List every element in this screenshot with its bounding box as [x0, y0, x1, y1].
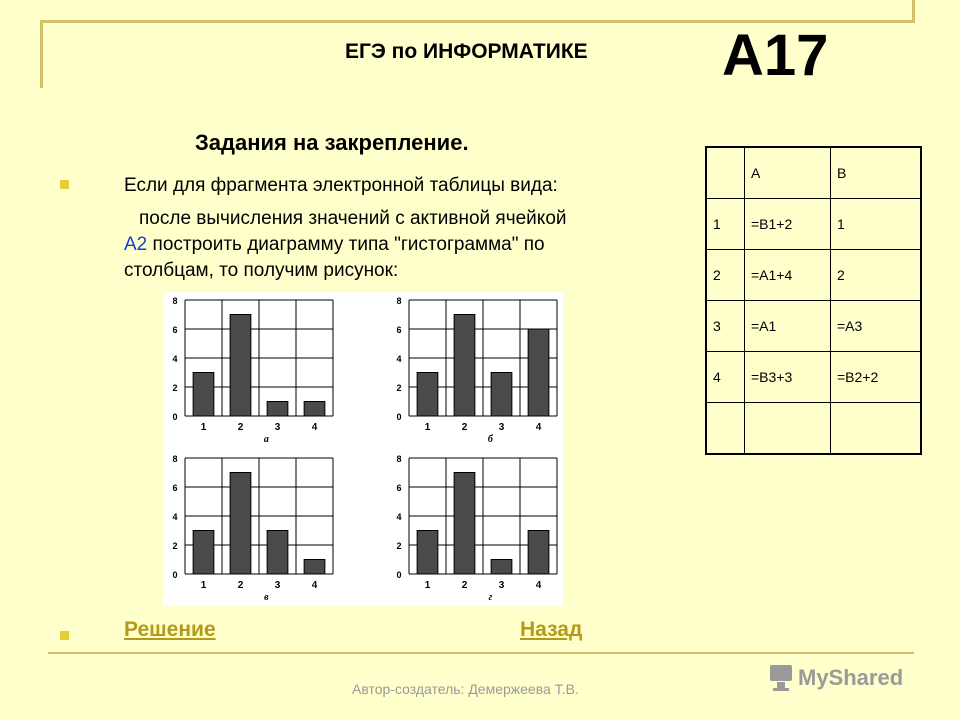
table-row-empty	[706, 402, 921, 454]
y-tick-label: 2	[396, 383, 402, 393]
subtitle: Задания на закрепление.	[195, 130, 469, 155]
table-cell: =B3+3	[745, 351, 831, 402]
bar-1-3	[267, 402, 288, 417]
bar-4-1	[417, 531, 438, 575]
x-tick-label: 4	[311, 580, 318, 591]
y-tick-label: 2	[172, 541, 178, 551]
right-rule	[912, 0, 915, 22]
header-title: ЕГЭ по ИНФОРМАТИКЕ	[345, 40, 588, 63]
x-tick-label: 2	[461, 580, 468, 591]
table-cell: 3	[706, 300, 745, 351]
body-line-2: после вычисления значений с активной ячейкой	[139, 208, 567, 229]
y-tick-label: 6	[396, 483, 402, 493]
bar-2-2	[454, 315, 475, 417]
x-tick-label: 4	[535, 580, 542, 591]
y-tick-label: 4	[172, 354, 178, 364]
y-tick-label: 2	[172, 383, 178, 393]
table-row	[706, 198, 921, 249]
y-tick-label: 4	[396, 354, 402, 364]
y-tick-label: 4	[172, 512, 178, 522]
table-row	[706, 249, 921, 300]
table-header-cell: A	[745, 147, 831, 198]
bar-1-2	[230, 315, 251, 417]
x-tick-label: 3	[498, 580, 505, 591]
x-tick-label: 1	[200, 422, 207, 433]
bar-1-1	[193, 373, 214, 417]
logo-icon	[770, 665, 792, 681]
footer-author: Автор-создатель: Демержеева Т.В.	[352, 681, 579, 697]
myshared-logo	[768, 657, 928, 697]
x-tick-label: 4	[535, 422, 542, 433]
task-number: А17	[722, 23, 829, 88]
bar-1-4	[304, 402, 325, 417]
table-cell: =A1+4	[745, 249, 831, 300]
y-tick-label: 6	[172, 325, 178, 335]
y-tick-label: 6	[172, 483, 178, 493]
x-tick-label: 1	[200, 580, 207, 591]
y-tick-label: 8	[172, 296, 178, 306]
chart-label: а	[263, 434, 269, 445]
x-tick-label: 2	[237, 422, 244, 433]
body-line-1: Если для фрагмента электронной таблицы вида:	[124, 175, 558, 196]
table-header-row	[706, 147, 921, 198]
chart-panel	[163, 292, 563, 606]
logo-text: MyShared	[798, 665, 904, 690]
table-cell: =A3	[831, 300, 922, 351]
bar-4-2	[454, 473, 475, 575]
charts-svg	[163, 292, 563, 606]
table-cell: 1	[706, 198, 745, 249]
y-tick-label: 0	[396, 570, 402, 580]
solution-link[interactable]: Решение	[124, 618, 216, 641]
table-cell: =B1+2	[745, 198, 831, 249]
y-tick-label: 0	[172, 570, 178, 580]
cell-reference: А2	[124, 234, 148, 255]
table-cell: 2	[706, 249, 745, 300]
x-tick-label: 3	[274, 422, 281, 433]
body-line-3-rest: построить диаграмму типа "гистограмма" по	[147, 234, 545, 255]
bar-3-4	[304, 560, 325, 575]
spreadsheet-table	[705, 146, 922, 455]
y-tick-label: 8	[172, 454, 178, 464]
table-cell: 4	[706, 351, 745, 402]
table-header-cell	[706, 147, 745, 198]
y-tick-label: 2	[396, 541, 402, 551]
x-tick-label: 3	[274, 580, 281, 591]
table-row	[706, 300, 921, 351]
body-line-3	[124, 232, 545, 257]
y-tick-label: 8	[396, 454, 402, 464]
left-rule	[40, 20, 43, 88]
table-header-cell: B	[831, 147, 922, 198]
bar-3-3	[267, 531, 288, 575]
x-tick-label: 1	[424, 422, 431, 433]
bottom-rule	[48, 652, 914, 654]
bullet-icon	[60, 631, 69, 640]
bar-2-4	[528, 329, 549, 416]
y-tick-label: 0	[172, 412, 178, 422]
y-tick-label: 8	[396, 296, 402, 306]
chart-label: г	[488, 592, 493, 603]
bar-3-1	[193, 531, 214, 575]
table-cell: =A1	[745, 300, 831, 351]
bar-2-3	[491, 373, 512, 417]
y-tick-label: 4	[396, 512, 402, 522]
back-link[interactable]: Назад	[520, 618, 583, 641]
bar-4-3	[491, 560, 512, 575]
bar-4-4	[528, 531, 549, 575]
x-tick-label: 2	[237, 580, 244, 591]
y-tick-label: 0	[396, 412, 402, 422]
x-tick-label: 2	[461, 422, 468, 433]
table-row	[706, 351, 921, 402]
bullet-icon	[60, 180, 69, 189]
chart-label: б	[487, 434, 493, 445]
bar-3-2	[230, 473, 251, 575]
x-tick-label: 1	[424, 580, 431, 591]
x-tick-label: 4	[311, 422, 318, 433]
chart-label: в	[264, 592, 269, 603]
x-tick-label: 3	[498, 422, 505, 433]
y-tick-label: 6	[396, 325, 402, 335]
table-cell: =B2+2	[831, 351, 922, 402]
table-cell: 1	[831, 198, 922, 249]
bar-2-1	[417, 373, 438, 417]
table-cell: 2	[831, 249, 922, 300]
body-line-4: столбцам, то получим рисунок:	[124, 260, 399, 281]
